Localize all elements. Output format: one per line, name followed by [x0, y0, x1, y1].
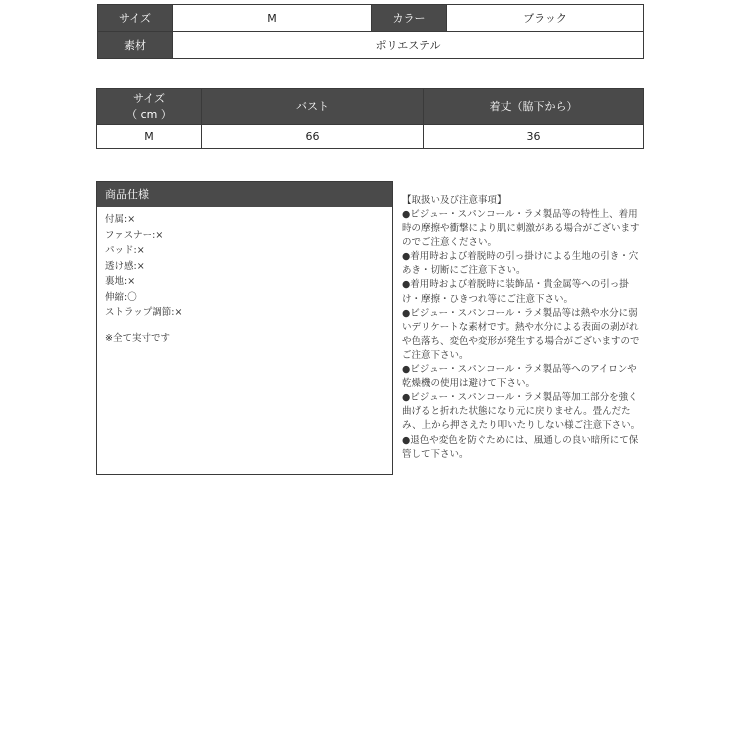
care-notes-list — [402, 208, 646, 462]
material-label: 素材 — [98, 32, 173, 59]
list-item: ストラップ調節:× — [105, 307, 183, 318]
product-spec-box — [96, 181, 393, 475]
list-item: パッド:× — [105, 245, 145, 256]
list-item: ●ビジュー・スパンコール・ラメ製品等は熱や水分に弱いデリケートな素材です。熱や水分による表面の剥がれや色落ち、変色や変形が発生する場合がございますのでご注意下さい。 — [402, 307, 640, 361]
list-item: ●ビジュー・スパンコール・ラメ製品等の特性上、着用時の摩擦や衝撃により肌に刺激がある場合がございますのでご注意ください。 — [402, 209, 640, 249]
care-notes-title: 【取扱い及び注意事項】 — [402, 195, 507, 206]
size-value: M — [173, 5, 372, 32]
table-row — [97, 125, 644, 149]
list-item: ●ビジュー・スパンコール・ラメ製品等へのアイロンや乾燥機の使用は避けて下さい。 — [402, 364, 637, 390]
list-item: 伸縮:〇 — [105, 291, 137, 303]
size-header — [97, 89, 202, 125]
list-item: ●ビジュー・スパンコール・ラメ製品等加工部分を強く曲げると折れた状態になり元に戻りません。畳んだたみ、上から押さえたり叩いたりしない様ご注意下さい。 — [402, 392, 641, 432]
size-header-line1: サイズ — [132, 91, 166, 105]
attribute-table — [97, 4, 644, 59]
table-cell: 66 — [202, 125, 424, 149]
product-spec-title: 商品仕様 — [97, 182, 392, 207]
material-value: ポリエステル — [173, 32, 644, 59]
list-item: 透け感:× — [105, 260, 145, 272]
list-item: ●着用時および着脱時の引っ掛けによる生地の引き・穴あき・切断にご注意下さい。 — [402, 251, 639, 277]
color-value: ブラック — [447, 5, 644, 32]
size-label: サイズ — [98, 5, 173, 32]
length-header: 着丈（脇下から） — [424, 89, 644, 125]
size-header-line2: （ cm ） — [126, 107, 172, 121]
list-item: 裏地:× — [105, 276, 136, 287]
table-cell: 36 — [424, 125, 644, 149]
care-notes — [402, 194, 646, 462]
table-cell: M — [97, 125, 202, 149]
list-item: ファスナー:× — [105, 229, 164, 241]
bust-header: バスト — [202, 89, 424, 125]
measurement-note: ※全て実寸です — [105, 332, 170, 344]
spec-list — [97, 207, 392, 321]
list-item: ●着用時および着脱時に装飾品・貴金属等への引っ掛け・摩擦・ひきつれ等にご注意下さい。 — [402, 279, 629, 305]
list-item: ●退色や変色を防ぐためには、風通しの良い暗所にて保管して下さい。 — [402, 434, 639, 460]
size-table — [96, 88, 644, 149]
list-item: 付属:× — [105, 214, 136, 225]
color-label: カラー — [372, 5, 447, 32]
